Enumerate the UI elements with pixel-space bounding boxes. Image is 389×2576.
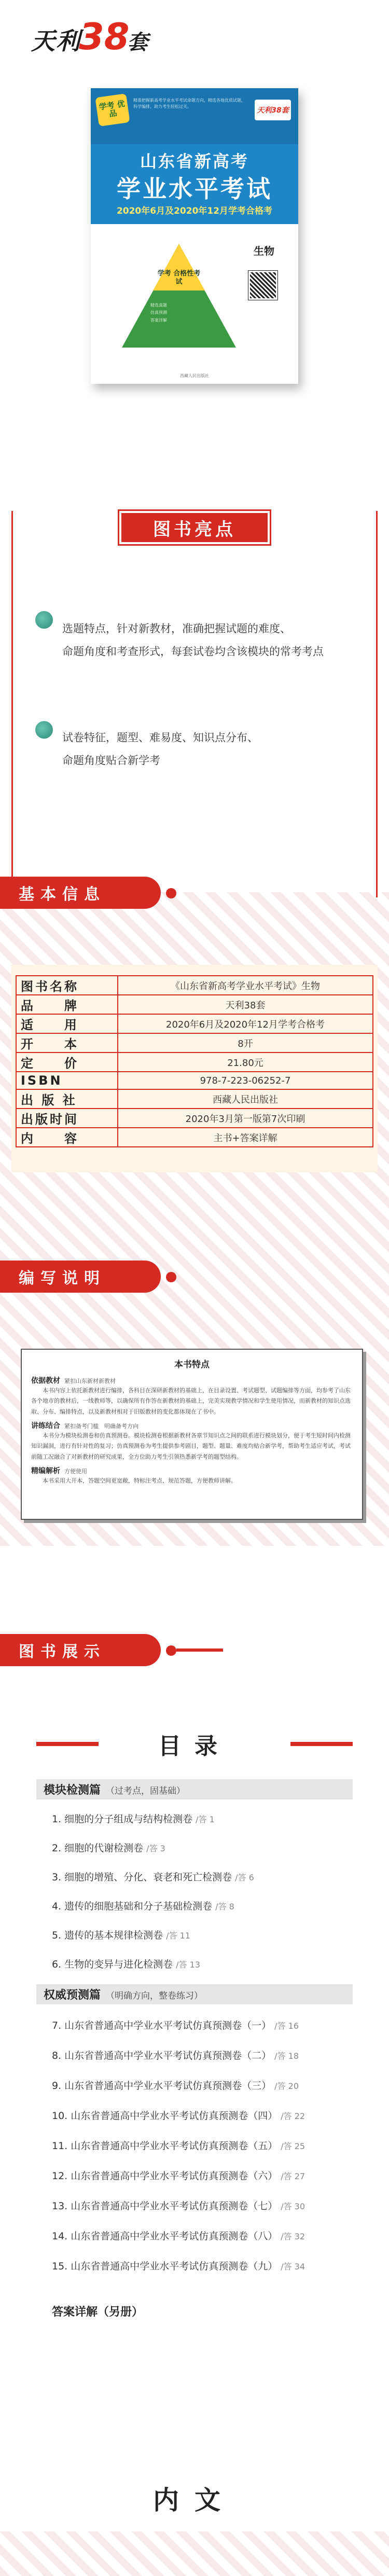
info-key: 品 牌 bbox=[16, 995, 118, 1014]
table-row bbox=[16, 1128, 373, 1147]
toc-label: 14. 山东省普通高中学业水平考试仿真预测卷（八） bbox=[52, 2231, 278, 2242]
info-key: 出 版 社 bbox=[16, 1089, 118, 1109]
toc-item bbox=[52, 2228, 368, 2242]
cover-logo: 学考 优品 bbox=[95, 93, 130, 127]
toc-page: /答 20 bbox=[274, 2081, 299, 2091]
highlight-item bbox=[62, 726, 258, 772]
pin-icon bbox=[35, 611, 53, 629]
info-value: 天利38套 bbox=[118, 995, 373, 1014]
toc-page: /答 16 bbox=[274, 2021, 299, 2031]
basic-info-tab bbox=[0, 877, 161, 909]
dot-decoration bbox=[166, 1645, 176, 1656]
table-row bbox=[16, 995, 373, 1014]
highlight-line: 命题角度和考查形式，每套试卷均含该模块的常考考点 bbox=[62, 645, 324, 658]
info-value: 978-7-223-06252-7 bbox=[118, 1072, 373, 1089]
toc-page: /答 8 bbox=[215, 1902, 234, 1912]
pyramid-title: 学考 合格性考试 bbox=[157, 270, 201, 286]
toc-item bbox=[52, 2138, 368, 2152]
pyramid-lines bbox=[150, 302, 167, 324]
book-cover bbox=[91, 88, 298, 384]
toc-label: 12. 山东省普通高中学业水平考试仿真预测卷（六） bbox=[52, 2170, 278, 2182]
feature-head: 讲练结合 bbox=[31, 1422, 60, 1431]
info-value: 21.80元 bbox=[118, 1052, 373, 1072]
toc-item bbox=[52, 1840, 368, 1854]
feature-head: 依据教材 bbox=[31, 1377, 60, 1385]
table-row bbox=[16, 1052, 373, 1072]
brand-prefix: 天利 bbox=[31, 27, 81, 55]
toc-section-head bbox=[36, 1984, 353, 2004]
info-value: 2020年6月及2020年12月学考合格考 bbox=[118, 1014, 373, 1033]
toc-label: 8. 山东省普通高中学业水平考试仿真预测卷（二） bbox=[52, 2050, 272, 2061]
body-title: 内文 bbox=[153, 2485, 236, 2515]
brand-logo bbox=[31, 16, 148, 58]
info-value: 主书+答案详解 bbox=[118, 1128, 373, 1147]
toc-page: /答 22 bbox=[281, 2111, 305, 2121]
toc-item bbox=[52, 1811, 368, 1825]
table-row bbox=[16, 1089, 373, 1109]
toc-item bbox=[52, 1869, 368, 1883]
toc-label: 6. 生物的变异与进化检测卷 bbox=[52, 1959, 173, 1970]
pyramid-line: 答案详解 bbox=[150, 317, 167, 323]
toc-section-head bbox=[36, 1779, 353, 1799]
toc-item bbox=[52, 2259, 368, 2273]
info-value: 西藏人民出版社 bbox=[118, 1089, 373, 1109]
brand-suffix: 套 bbox=[127, 31, 148, 54]
info-key: 适 用 bbox=[16, 1014, 118, 1033]
feature-head: 精编解析 bbox=[31, 1467, 60, 1476]
features-title: 本书特点 bbox=[174, 1360, 210, 1370]
feature-heading bbox=[31, 1420, 353, 1431]
toc-item bbox=[52, 1957, 368, 1971]
feature-text: 本书分为模块检测卷和仿真预测卷。模块检测卷根据新教材各章节知识点之间的联系进行模块划分，便于考生短时间内检测知识漏洞，进行有针对性的复习；仿真预测卷为考生提供参考剧目，题型、题量、难度均贴合新学考，帮助考生适应考试，考试前随工况融合了对新教材的研究成果，全方位助力考生引领热悉新学考的题型结构。 bbox=[31, 1432, 351, 1460]
toc-item bbox=[52, 2108, 368, 2122]
feature-heading bbox=[31, 1375, 353, 1386]
info-key: ISBN bbox=[16, 1072, 118, 1089]
cover-publisher: 西藏人民出版社 bbox=[180, 373, 209, 378]
info-key: 开 本 bbox=[16, 1033, 118, 1052]
toc-page: /答 30 bbox=[281, 2201, 305, 2211]
info-table bbox=[16, 975, 373, 1147]
cover-subtitle: 2020年6月及2020年12月学考合格考 bbox=[116, 206, 273, 216]
section-name: 模块检测篇 bbox=[44, 1784, 101, 1797]
cover-blurb: 精准把握新高考学业水平考试命题方向，精选各地优质试题，科学编排，助力考生轻松过关。 bbox=[133, 98, 245, 109]
cover-title-line2: 学业水平考试 bbox=[117, 175, 272, 203]
edit-notes-title: 编写说明 bbox=[19, 1269, 106, 1287]
brand-number: 38 bbox=[79, 16, 130, 58]
hero bbox=[0, 0, 389, 477]
toc-page: /答 6 bbox=[235, 1873, 254, 1882]
info-key: 定 价 bbox=[16, 1052, 118, 1072]
edit-notes-tab bbox=[0, 1261, 161, 1293]
basic-info-title: 基本信息 bbox=[19, 885, 106, 904]
highlight-line: 试卷特征，题型、难易度、知识点分布、 bbox=[62, 731, 258, 744]
pyramid-line: 精选真题 bbox=[150, 303, 167, 308]
book-show-tab bbox=[0, 1634, 161, 1666]
highlights-frame bbox=[11, 511, 378, 897]
highlight-line: 命题角度贴合新学考 bbox=[62, 754, 160, 767]
key-decoration bbox=[176, 1649, 223, 1652]
toc-answer: 答案详解（另册） bbox=[52, 2306, 144, 2319]
info-value: 《山东省新高考学业水平考试》生物 bbox=[118, 976, 373, 995]
info-key: 出版时间 bbox=[16, 1109, 118, 1128]
toc-label: 9. 山东省普通高中学业水平考试仿真预测卷（三） bbox=[52, 2080, 272, 2092]
section-note: （明确方向，整卷练习） bbox=[106, 1991, 203, 2001]
cover-subject: 生物 bbox=[254, 245, 274, 257]
feature-tag: 方便使用 bbox=[64, 1468, 87, 1475]
table-row bbox=[16, 976, 373, 995]
highlight-item bbox=[62, 617, 324, 663]
toc-label: 4. 遗传的细胞基础和分子基础检测卷 bbox=[52, 1901, 213, 1912]
toc-item bbox=[52, 2198, 368, 2212]
toc-label: 2. 细胞的代谢检测卷 bbox=[52, 1843, 144, 1854]
pin-icon bbox=[35, 721, 53, 739]
toc-page: /答 3 bbox=[146, 1844, 165, 1853]
cover-badge: 天利38套 bbox=[255, 100, 291, 120]
toc-item bbox=[52, 2078, 368, 2092]
toc-label: 10. 山东省普通高中学业水平考试仿真预测卷（四） bbox=[52, 2110, 278, 2122]
toc-item bbox=[52, 1899, 368, 1913]
toc-item bbox=[52, 2168, 368, 2182]
toc-page: /答 1 bbox=[196, 1815, 215, 1824]
feature-tag: 紧扣备考门槛 明确备考方向 bbox=[64, 1423, 138, 1430]
qr-code-icon bbox=[248, 271, 277, 300]
feature-text: 本书内容上依托新教材进行编排，各科目在深研新教材的基础上，在目录设置、考试题型、试题编排等方面，均参考了山东各个地市的教材后，一线教师等，以确保所有作答在新教材的基础上，完美实现教学情况和学生使用情况，而新教材的知识点选取、分布、编排特点，以及新教材相对于旧版教材的变化都体现在了书中。 bbox=[31, 1387, 351, 1415]
table-row bbox=[16, 1033, 373, 1052]
pyramid-line: 仿真预测 bbox=[150, 310, 167, 315]
toc-page: /答 11 bbox=[166, 1931, 191, 1941]
toc-title: 目录 bbox=[158, 1733, 231, 1760]
toc-page: /答 13 bbox=[176, 1960, 201, 1970]
cover-lower bbox=[91, 224, 298, 384]
highlights-title: 图书亮点 bbox=[119, 511, 270, 544]
toc-label: 5. 遗传的基本规律检测卷 bbox=[52, 1930, 163, 1941]
info-key: 内 容 bbox=[16, 1128, 118, 1147]
table-row bbox=[16, 1109, 373, 1128]
book-show-title: 图书展示 bbox=[19, 1643, 106, 1661]
table-row bbox=[16, 1072, 373, 1089]
toc-item bbox=[52, 2048, 368, 2062]
bottom-pattern bbox=[0, 2531, 389, 2576]
toc-label: 13. 山东省普通高中学业水平考试仿真预测卷（七） bbox=[52, 2200, 278, 2212]
toc-label: 11. 山东省普通高中学业水平考试仿真预测卷（五） bbox=[52, 2140, 278, 2152]
toc-page: /答 27 bbox=[281, 2171, 305, 2181]
section-name: 权威预测篇 bbox=[44, 1989, 101, 2002]
toc-label: 3. 细胞的增殖、分化、衰老和死亡检测卷 bbox=[52, 1872, 232, 1883]
section-note: （过考点，固基础） bbox=[106, 1786, 186, 1796]
dot-decoration bbox=[166, 888, 176, 898]
highlight-line: 选题特点，针对新教材，准确把握试题的难度、 bbox=[62, 622, 291, 635]
toc-page: /答 34 bbox=[281, 2262, 305, 2272]
table-row bbox=[16, 1014, 373, 1033]
toc-page: /答 18 bbox=[274, 2051, 299, 2061]
toc-label: 15. 山东省普通高中学业水平考试仿真预测卷（九） bbox=[52, 2261, 278, 2272]
info-value: 8开 bbox=[118, 1033, 373, 1052]
feature-tag: 紧扣山东新材新教材 bbox=[64, 1378, 116, 1384]
toc-label: 7. 山东省普通高中学业水平考试仿真预测卷（一） bbox=[52, 2020, 272, 2031]
features-box bbox=[21, 1349, 363, 1520]
info-value: 2020年3月第一版第7次印刷 bbox=[118, 1109, 373, 1128]
feature-text: 本书采用大开本，答题空间更宽敞，特标注考点、规范答题，方便教师讲解。 bbox=[43, 1477, 237, 1485]
toc-item bbox=[52, 1928, 368, 1942]
feature-heading bbox=[31, 1465, 353, 1476]
table-of-contents bbox=[16, 1722, 373, 2339]
toc-label: 1. 细胞的分子组成与结构检测卷 bbox=[52, 1813, 193, 1825]
toc-page: /答 32 bbox=[281, 2232, 305, 2241]
dot-decoration bbox=[166, 1272, 176, 1282]
toc-page: /答 25 bbox=[281, 2141, 305, 2151]
info-key: 图书名称 bbox=[16, 976, 118, 995]
toc-item bbox=[52, 2018, 368, 2032]
cover-title-line1: 山东省新高考 bbox=[140, 151, 249, 171]
